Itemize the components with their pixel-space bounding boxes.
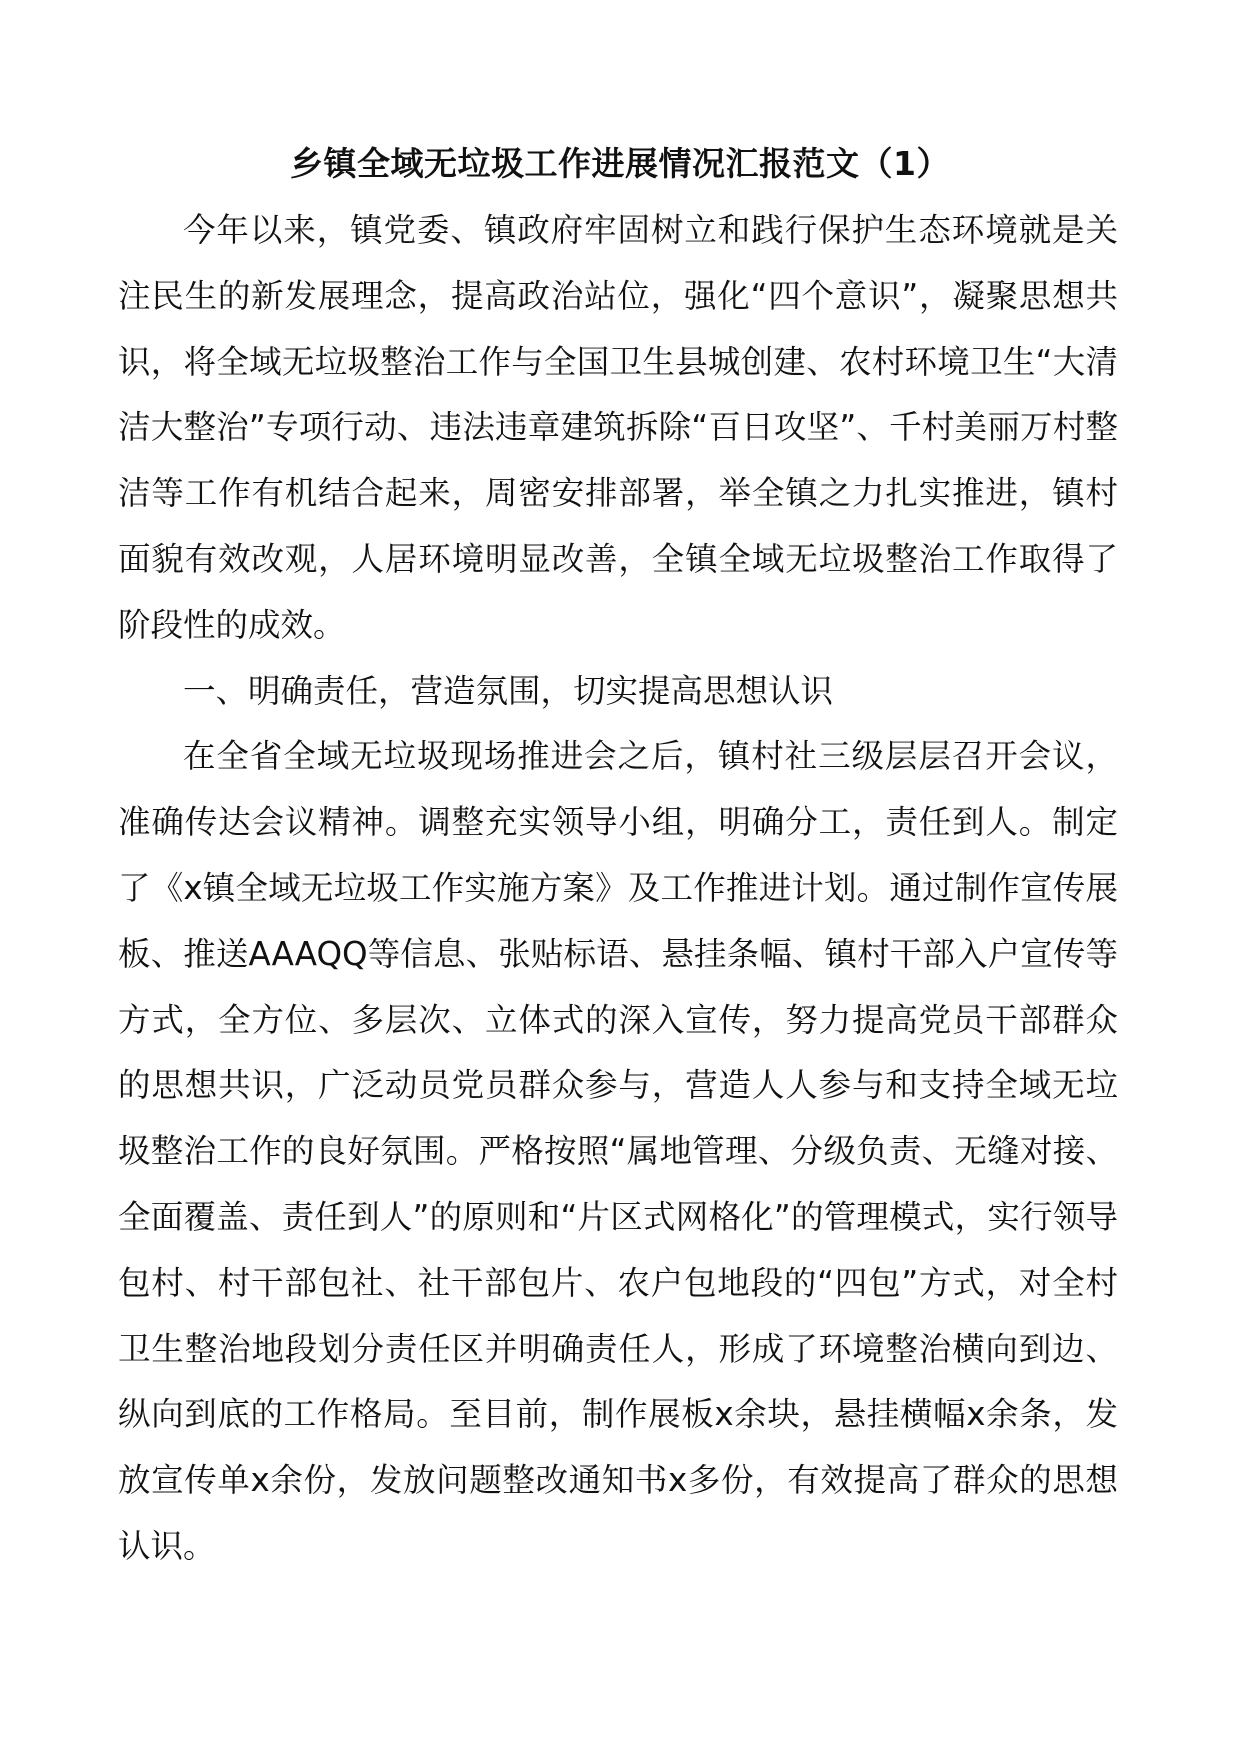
section-paragraph: 在全省全域无垃圾现场推进会之后，镇村社三级层层召开会议，准确传达会议精神。调整充实领导小组，明确分工，责任到人。制定了《x镇全域无垃圾工作实施方案》及工作推进计划。通过制作宣传展板、推送AAAQQ等信息、张贴标语、悬挂条幅、镇村干部入户宣传等方式，全方位、多层次、立体式的深入宣传，努力提高党员干部群众的思想共识，广泛动员党员群众参与，营造人人参与和支持全域无垃圾整治工作的良好氛围。严格按照“属地管理、分级负责、无缝对接、全面覆盖、责任到人”的原则和“片区式网格化”的管理模式，实行领导包村、村干部包社、社干部包片、农户包地段的“四包”方式，对全村卫生整治地段划分责任区并明确责任人，形成了环境整治横向到边、纵向到底的工作格局。至目前，制作展板x余块，悬挂横幅x余条，发放宣传单x余份，发放问题整改通知书x多份，有效提高了群众的思想认识。 (118, 737, 1118, 1565)
document-title: 乡镇全域无垃圾工作进展情况汇报范文（1） (290, 144, 950, 183)
document-body (118, 198, 1118, 1580)
intro-paragraph: 今年以来，镇党委、镇政府牢固树立和践行保护生态环境就是关注民生的新发展理念，提高政治站位，强化“四个意识”，凝聚思想共识，将全域无垃圾整治工作与全国卫生县城创建、农村环境卫生“大清洁大整治”专项行动、违法违章建筑拆除“百日攻坚”、千村美丽万村整洁等工作有机结合起来，周密安排部署，举全镇之力扎实推进，镇村面貌有效改观，人居环境明显改善，全镇全域无垃圾整治工作取得了阶段性的成效。 (118, 211, 1118, 644)
section-heading: 一、明确责任，营造氛围，切实提高思想认识 (183, 671, 834, 710)
